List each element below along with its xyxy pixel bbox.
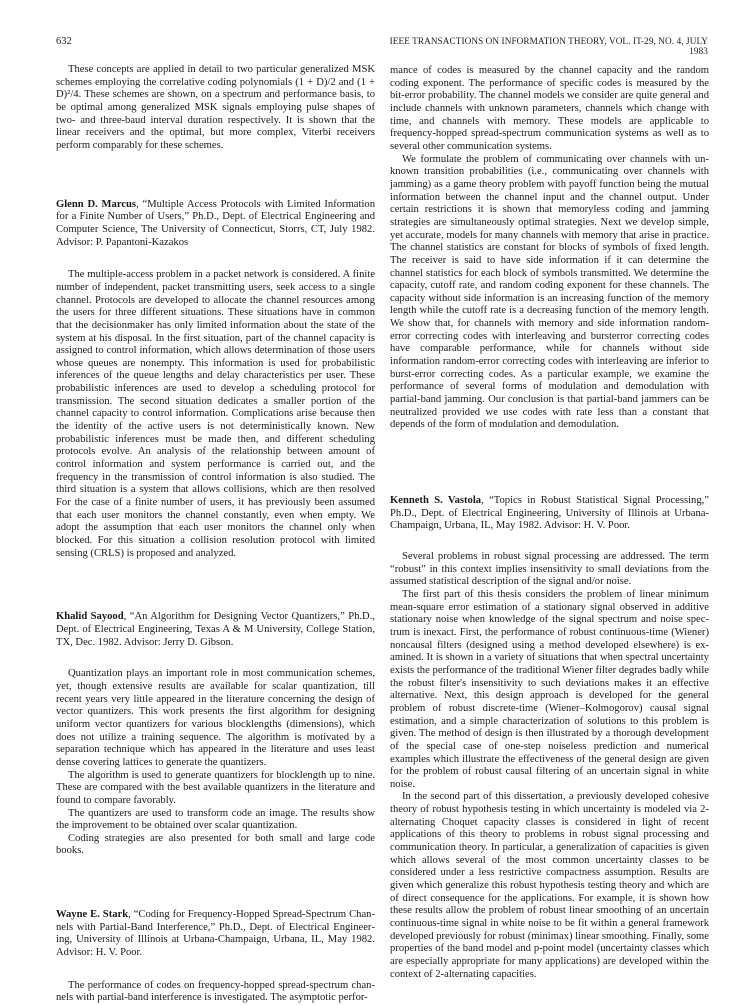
- right-column: [390, 65, 709, 981]
- thesis-entry-marcus: [56, 199, 375, 561]
- abstract-paragraph: Quantization plays an important role in most communication schemes, yet, though extensive results are available for scalar quantization, till recent years very little appeared in the literature concerning the design of vector quantizers. This work presents the first algorithm for designing uniform vector quantizers for various blocklengths (dimensions), which does not utilize a training sequence. The algorithm is motivated by a separation technique which has appeared in the literature and uses least dense covering lattices to generate the quantizers.: [56, 668, 375, 768]
- thesis-entry-sayood: [56, 611, 375, 858]
- entry-citation: [390, 495, 709, 533]
- thesis-entry-stark: [56, 909, 375, 1005]
- continuation-paragraph: mance of codes is measured by the channel capacity and the random coding exponent. The performance of specific codes is measured by the bit-error probability. The channel models we consider are quite general and include channels with unknown parameters, channels which change with time, and channels with memory. These models are applicable to frequency-hopped spread-spectrum communication systems as well as to several other communication systems.: [390, 65, 709, 152]
- entry-citation: [56, 909, 375, 960]
- abstract-paragraph: In the second part of this dissertation, a previously developed cohesive theory of robust hypothesis testing in which uncertainty is modeled via 2-alternating Choquet capacity classes is considered in light of recent applications of this theory to problems in robust signal processing and communication theory. In particular, a generalization of capacities is given which allows several of the most common uncertainty classes to be considered under a less restrictive compactness assumption. Results are given which generalize this robust hypothesis testing theory and which are of direct consequence for the applications. For example, it is shown how these results allow the problem of robust linear smoothing of an uncertain continuous-time signal in white noise to be fit within a general framework developed previously for robust (minimax) linear smoothing. Finally, some properties of the band model and p-point model (uncertainty classes which are especially appropriate for many applications) are developed within the context of 2-alternating capacities.: [390, 791, 709, 980]
- page-number: 632: [56, 36, 72, 47]
- entry-author: Kenneth S. Vastola: [390, 495, 482, 507]
- abstract-paragraph: Several problems in robust signal processing are addressed. The term “robust” in this context implies insensitivity to small deviations from the assumed statistical description of the signal and/or noise.: [390, 551, 709, 588]
- continuation-paragraph: These concepts are applied in detail to two particular generalized MSK schemes employing the correlative coding polynomials (1 + D)/2 and (1 + D)²/4. These schemes are shown, on a spectrum and performance basis, to be optimal among generalized MSK signals employing pulse shapes of two- and three-baud interval duration respectively. It is shown that the linear receivers and the optimal, but more complex, Viterbi receivers perform comparably for these schemes.: [56, 64, 375, 151]
- entry-citation-text: , “Coding for Frequency-Hopped Spread-Spectrum Channels with Partial-Band Interference,” Ph.D., Dept. of Electrical Engineering, University of Illinois at Urbana-Champaign, Urbana, IL, May 1982. Advisor: H. V. Poor.: [56, 909, 375, 959]
- abstract-paragraph: The performance of codes on frequency-hopped spread-spectrum channels with partial-band interference is investigated. The asymptotic perfor-: [56, 979, 375, 1004]
- abstract-paragraph: Coding strategies are also presented for both small and large code books.: [56, 832, 375, 857]
- entry-citation-text: , “Multiple Access Protocols with Limited Information for a Finite Number of Users,” Ph.D., Dept. of Electrical Engineering and Computer Science, The University of Connecticut, Storrs, CT, July 1982. Advisor: P. Papantoni-Kazakos: [56, 198, 375, 248]
- entry-author: Glenn D. Marcus: [56, 198, 137, 210]
- abstract-paragraph: The algorithm is used to generate quantizers for blocklength up to nine. These are compared with the best available quantizers in the literature and found to compare favorably.: [56, 769, 375, 806]
- entry-author: Khalid Sayood: [56, 611, 124, 623]
- entry-citation: [56, 611, 375, 649]
- entry-citation: [56, 199, 375, 250]
- entry-citation-text: , “An Algorithm for Designing Vector Quantizers,” Ph.D., Dept. of Electrical Engineering, Texas A & M University, College Station, TX, Dec. 1982. Advisor: Jerry D. Gibson.: [56, 611, 376, 648]
- abstract-paragraph: The quantizers are used to transform code an image. The results show the improvement to be obtained over scalar quantization.: [56, 807, 375, 832]
- abstract-paragraph: The first part of this thesis considers the problem of linear minimum mean-square error estimation of a stationary signal observed in additive stationary noise when knowledge of the signal spectrum and noise spectrum is inexact. First, the performance of robust continuous-time (Wiener) noncausal filters (designed using a method developed elsewhere) is examined. It is shown in a variety of situations that when spectral uncertainty exists the performance of the traditional Wiener filter degrades badly while the robust filter's insensitivity to such deviations makes it an effective alternative. Next, this design approach is developed for the general problem of robust discrete-time (Wiener–Kolmogorov) causal signal estimation, and a simple characterization of solutions to this problem is given. The method of design is then illustrated by a thorough development of the special case of one-step noiseless prediction and numerical examples which illustrate the effectiveness of the general design are given for the problem of robust causal filtering of an uncertain signal in white noise.: [390, 588, 709, 790]
- abstract-paragraph: The multiple-access problem in a packet network is considered. A finite number of independent, packet transmitting users, seek access to a single channel. Protocols are developed to allocate the channel resources among the users for three different situations. These situations have in common that the decisionmaker has only limited information about the state of the system at his disposal. In the first situation, part of the channel capacity is assigned to control information, which allows determination of those users whose queues are nonempty. This information is used for probabilistic inferences of the queue lengths and delay characteristics per user. These probabilistic inferences are used to develop a scheduling protocol for transmission. The second situation dedicates a smaller portion of the channel capacity to control information. Complications arise because then the identity of the active users is not deterministically known. New probabilistic inferences must be made then, and different scheduling protocols evolve. An analysis of the relationship between amount of control information and system performance is carried out, and the frequency in the transmission of control information is also studied. The third situation is a system that allows collisions, which are then resolved For the case of a finite number of users, it has previously been assumed that each user monitors the channel constantly, even when empty. We adopt the assumption that each user monitors the channel only when blocked. For this situation a collision resolution protocol with limited sensing (CRLS) is proposed and analyzed.: [56, 269, 375, 559]
- thesis-entry-vastola: [390, 495, 709, 981]
- running-head-text: IEEE TRANSACTIONS ON INFORMATION THEORY, VOL. IT-29, NO. 4, JULY 1983: [389, 36, 708, 56]
- entry-citation-text: , “Topics in Robust Statistical Signal Processing,” Ph.D., Dept. of Electrical Engineering, University of Illinois at Urbana-Champaign, Urbana, IL, May 1982. Advisor: H. V. Poor.: [390, 495, 709, 532]
- entry-author: Wayne E. Stark: [56, 909, 129, 921]
- running-head: [383, 36, 708, 56]
- left-column: [56, 64, 375, 1005]
- continuation-paragraph: We formulate the problem of communicating over channels with unknown transition probabilities (i.e., communicating over channels with jamming) as a game theory problem with payoff function being the mutual information between the channel input and the channel output. Under certain restrictions it is shown that memoryless coding and jamming strategies are simultaneously optimal strategies. Next we develop simple, yet accurate, models for many channels with memory that arise in practice. The channel statistics are constant for blocks of symbols of fixed length. The receiver is said to have side information if it can determine the channel statistics for each block of symbols transmitted. We determine the capacity, cutoff rate, and random coding exponent for these channels. The capacity without side information is an increasing function of the memory length while the cutoff rate is a decreasing function of the memory length. We show that, for channels with memory and side information random-error correcting codes with interleaving and bursterror correcting codes have comparable performance, while for channels without side information random-error correcting codes with interleaving are inferior to burst-error correcting codes. As a particular example, we examine the performance of several forms of modulation and demodulation with partial-band jamming. Our conclusion is that partial-band jammers can be neutralized provided we use codes with rate less than a constant that depends of the form of modulation and demodulation.: [390, 153, 709, 431]
